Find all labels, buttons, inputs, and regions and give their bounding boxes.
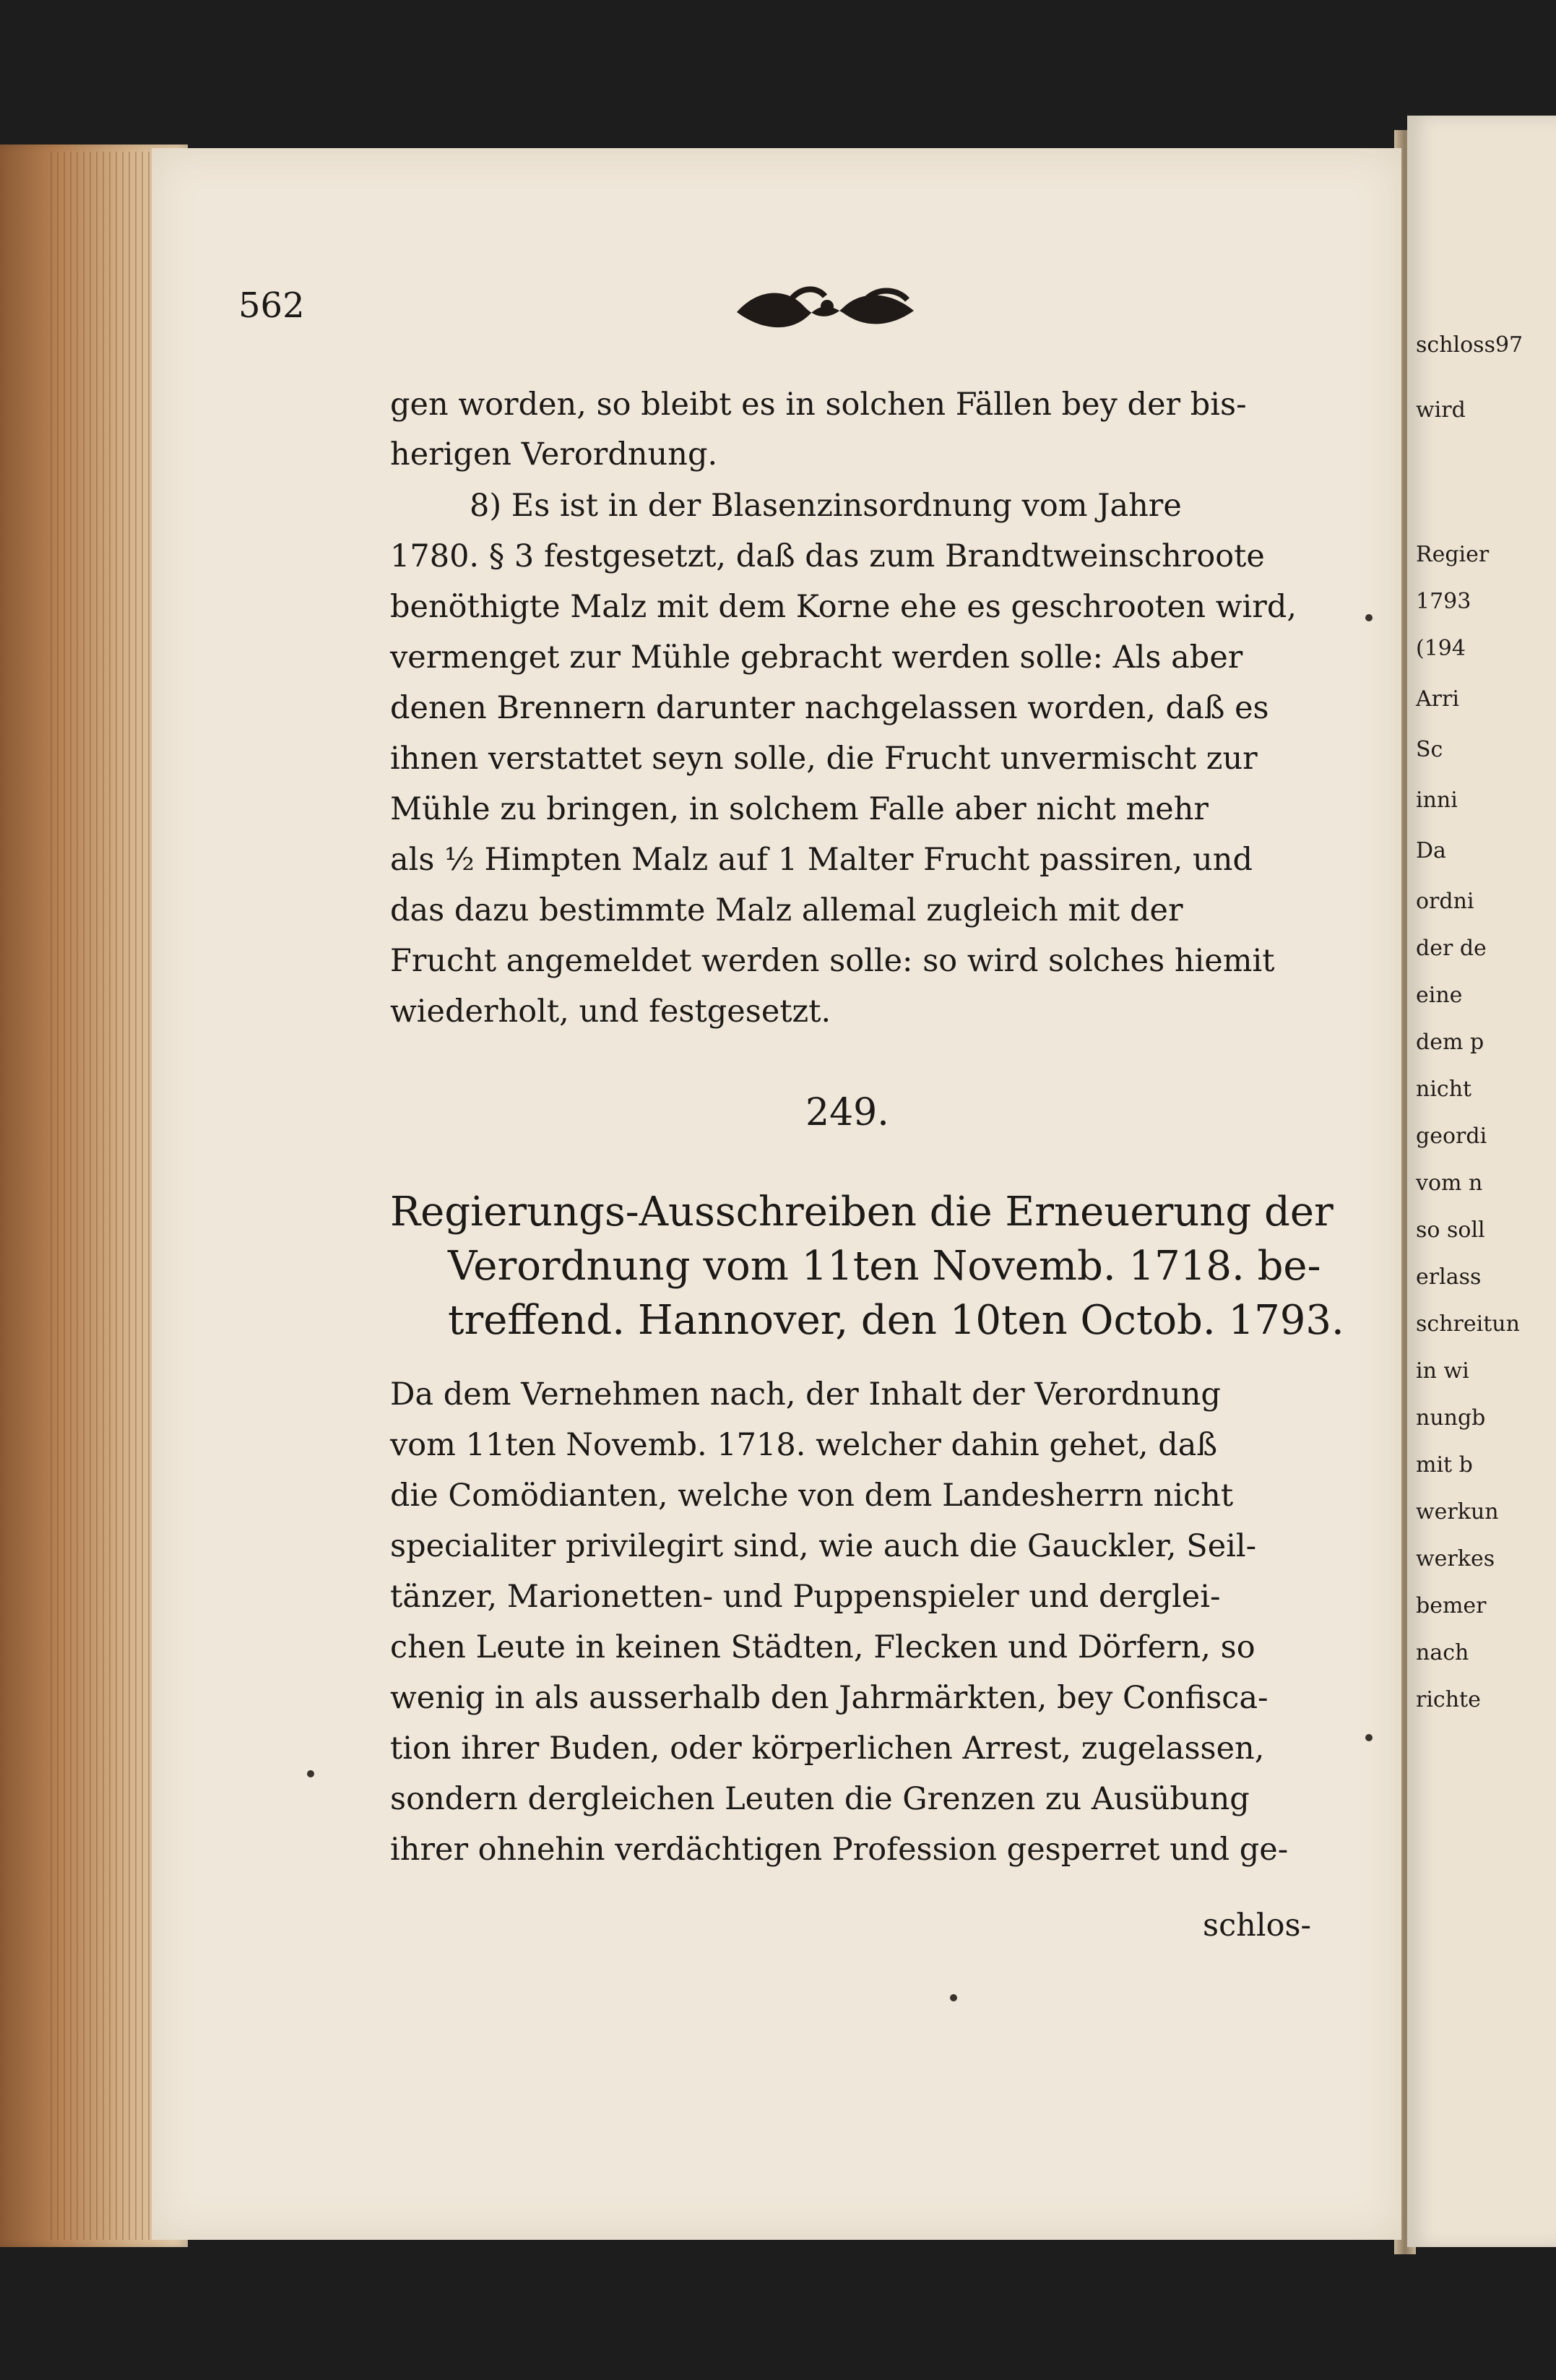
facing-page-fragment: Regier [1416,542,1490,567]
body-line: Mühle zu bringen, in solchem Falle aber nicht mehr [390,791,1209,827]
facing-page-fragment: werkes [1416,1546,1495,1571]
facing-page-fragment: schloss97 [1416,332,1523,358]
article-line: wenig in als ausserhalb den Jahrmärkten, bey Confisca- [390,1680,1268,1716]
facing-page-fragment: schreitun [1416,1311,1520,1337]
body-line: ihnen verstattet seyn solle, die Frucht unvermischt zur [390,741,1258,777]
facing-page-fragment: ordni [1416,889,1474,914]
article-title-line: treffend. Hannover, den 10ten Octob. 1793. [448,1297,1344,1344]
facing-page-fragment: mit b [1416,1452,1473,1478]
facing-page-fragment: so soll [1416,1217,1485,1243]
catchword: schlos- [1203,1907,1312,1944]
body-line: Frucht angemeldet werden solle: so wird solches hiemit [390,943,1275,979]
page-edges [51,152,166,2240]
body-line: vermenget zur Mühle gebracht werden solle: Als aber [390,639,1243,676]
article-line: chen Leute in keinen Städten, Flecken und Dörfern, so [390,1629,1255,1665]
facing-page-fragment: Sc [1416,737,1443,762]
body-line: 1780. § 3 festgesetzt, daß das zum Brandtweinschroote [390,538,1265,574]
facing-page-fragment: richte [1416,1687,1481,1712]
facing-page-fragment: der de [1416,936,1487,961]
page-number: 562 [238,285,305,326]
facing-page-fragment: in wi [1416,1358,1469,1384]
page-mark [307,1770,314,1777]
facing-page-fragment: wird [1416,397,1466,423]
article-line: vom 11ten Novemb. 1718. welcher dahin gehet, daß [390,1427,1218,1463]
facing-page-fragment: dem p [1416,1030,1484,1055]
facing-page-fragment: eine [1416,983,1463,1008]
article-line: ihrer ohnehin verdächtigen Profession gesperret und ge- [390,1832,1289,1868]
facing-page-fragment: (194 [1416,636,1466,661]
article-title-line: Verordnung vom 11ten Novemb. 1718. be- [448,1243,1321,1290]
ornament-icon [730,282,925,332]
article-line: tion ihrer Buden, oder körperlichen Arrest, zugelassen, [390,1730,1265,1767]
body-line: wiederholt, und festgesetzt. [390,993,831,1030]
facing-page [1407,116,1556,2247]
body-line: 8) Es ist in der Blasenzinsordnung vom Jahre [470,488,1182,524]
body-line: benöthigte Malz mit dem Korne ehe es geschrooten wird, [390,589,1297,625]
body-line: herigen Verordnung. [390,436,718,473]
facing-page-fragment: erlass [1416,1264,1482,1290]
facing-page-fragment: Arri [1416,686,1459,712]
facing-page-fragment: nicht [1416,1077,1472,1102]
article-line: Da dem Vernehmen nach, der Inhalt der Verordnung [390,1376,1221,1413]
facing-page-fragment: inni [1416,788,1458,813]
facing-page-fragment: 1793 [1416,589,1471,614]
facing-page-fragment: nach [1416,1640,1469,1665]
page-mark [1365,614,1373,621]
facing-page-fragment: bemer [1416,1593,1487,1618]
body-line: gen worden, so bleibt es in solchen Fällen bey der bis- [390,387,1247,423]
body-line: denen Brennern darunter nachgelassen worden, daß es [390,690,1269,726]
facing-page-fragment: vom n [1416,1170,1483,1196]
facing-page-fragment: Da [1416,838,1446,863]
article-line: tänzer, Marionetten- und Puppenspieler und derglei- [390,1579,1221,1615]
body-line: als ½ Himpten Malz auf 1 Malter Frucht passiren, und [390,842,1253,878]
article-line: specialiter privilegirt sind, wie auch die Gauckler, Seil- [390,1528,1257,1564]
facing-page-fragment: nungb [1416,1405,1486,1431]
article-title-line: Regierungs-Ausschreiben die Erneuerung der [390,1189,1334,1236]
page-mark [1365,1734,1373,1741]
article-line: sondern dergleichen Leuten die Grenzen zu Ausübung [390,1781,1250,1817]
facing-page-fragment: werkun [1416,1499,1499,1525]
facing-page-fragment: geordi [1416,1124,1487,1149]
body-line: das dazu bestimmte Malz allemal zugleich mit der [390,892,1183,928]
page-mark [950,1994,957,2001]
article-number: 249. [805,1091,889,1134]
article-line: die Comödianten, welche von dem Landesherrn nicht [390,1478,1234,1514]
